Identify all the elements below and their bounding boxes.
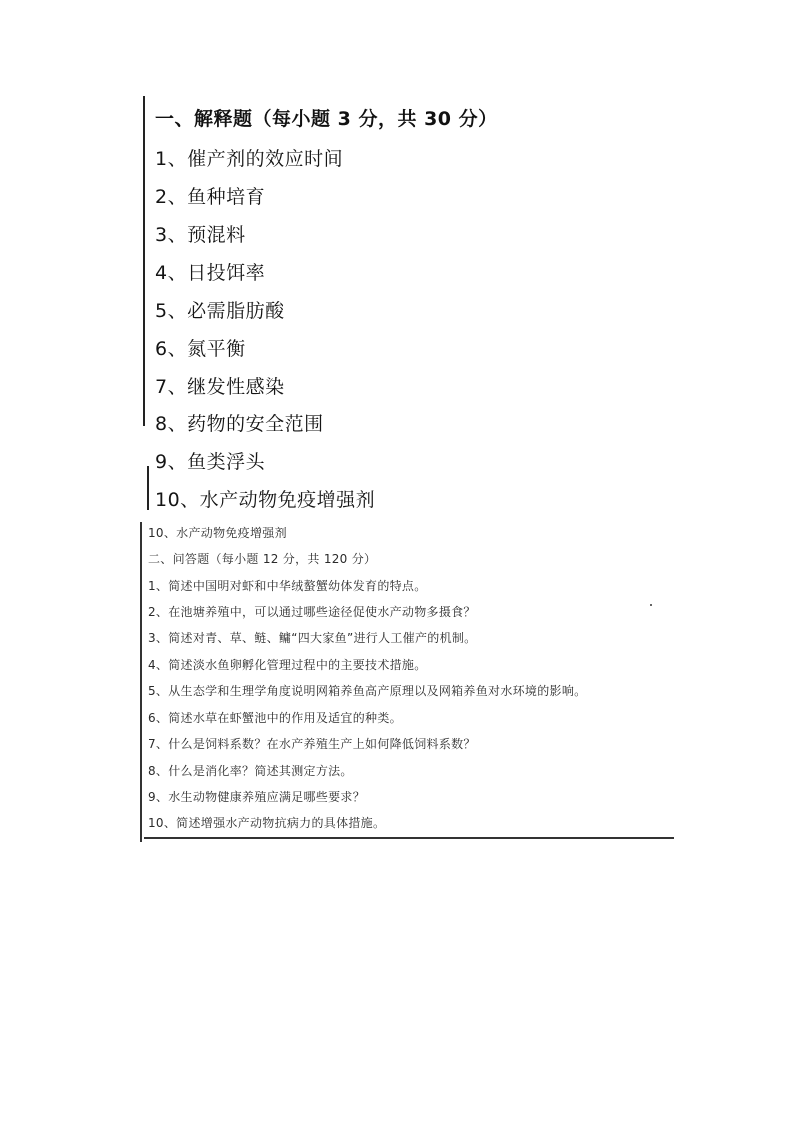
definitions-section — [143, 96, 563, 514]
question-item: 3、简述对青、草、鲢、鳙“四大家鱼”进行人工催产的机制。 — [148, 631, 477, 645]
question-item: 2、在池塘养殖中，可以通过哪些途径促使水产动物多摄食？ — [148, 605, 476, 619]
definition-item: 5、必需脂肪酸 — [155, 300, 285, 322]
scan-speck — [650, 604, 652, 606]
margin-rule — [147, 466, 149, 510]
margin-rule — [140, 522, 142, 842]
question-item: 4、简述淡水鱼卵孵化管理过程中的主要技术措施。 — [148, 658, 427, 672]
definition-item: 6、氮平衡 — [155, 338, 246, 360]
question-item: 5、从生态学和生理学角度说明网箱养鱼高产原理以及网箱养鱼对水环境的影响。 — [148, 684, 587, 698]
definition-item: 8、药物的安全范围 — [155, 413, 324, 435]
question-item: 6、简述水草在虾蟹池中的作用及适宜的种类。 — [148, 711, 402, 725]
definition-item: 9、鱼类浮头 — [155, 451, 266, 473]
carryover-line: 10、水产动物免疫增强剂 — [148, 526, 287, 540]
section-heading: 一、解释题（每小题 3 分，共 30 分） — [155, 108, 498, 130]
question-item: 1、简述中国明对虾和中华绒螯蟹幼体发育的特点。 — [148, 579, 427, 593]
question-item: 8、什么是消化率？简述其测定方法。 — [148, 764, 353, 778]
question-item: 10、简述增强水产动物抗病力的具体措施。 — [148, 816, 386, 830]
definition-item: 3、预混料 — [155, 224, 246, 246]
definition-item: 4、日投饵率 — [155, 262, 266, 284]
definition-item: 2、鱼种培育 — [155, 186, 266, 208]
margin-rule — [143, 96, 145, 426]
definition-item: 7、继发性感染 — [155, 376, 285, 398]
question-item: 7、什么是饲料系数？在水产养殖生产上如何降低饲料系数？ — [148, 737, 476, 751]
bottom-rule — [144, 837, 674, 839]
definition-item: 10、水产动物免疫增强剂 — [155, 489, 376, 511]
section-heading: 二、问答题（每小题 12 分，共 120 分） — [148, 552, 377, 566]
question-item: 9、水生动物健康养殖应满足哪些要求？ — [148, 790, 366, 804]
questions-section — [140, 518, 676, 844]
definition-item: 1、催产剂的效应时间 — [155, 148, 344, 170]
